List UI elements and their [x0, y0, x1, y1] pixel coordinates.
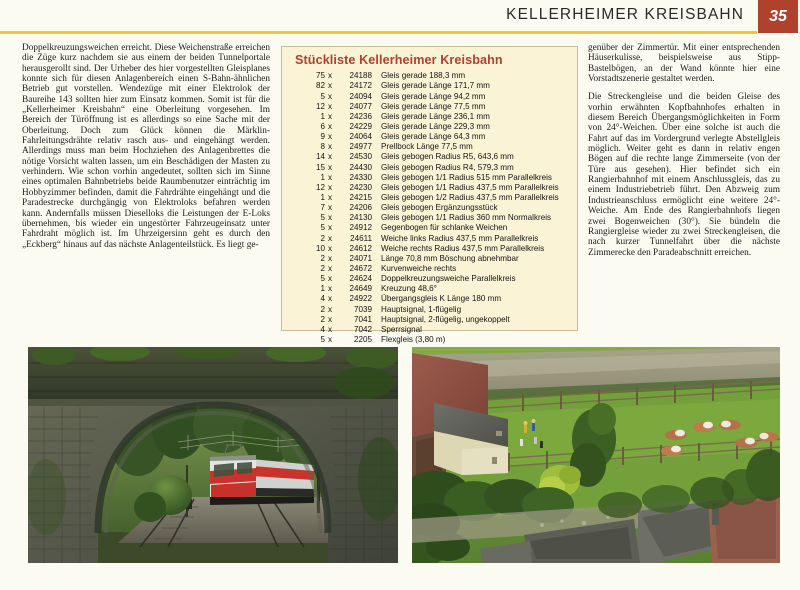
photo-right-artwork [412, 347, 780, 563]
parts-list-cell-x: x [328, 152, 333, 162]
page-number: 35 [769, 8, 787, 25]
parts-list-cell-description: Flexgleis (3,80 m) [381, 335, 446, 344]
parts-list-cell-qty: 7 [320, 203, 325, 213]
parts-list-cell-qty: 2 [320, 304, 325, 314]
parts-list-cell-description: Übergangsgleis K Länge 180 mm [381, 294, 502, 304]
parts-list-cell-x: x [328, 203, 333, 213]
header-divider-rule [0, 31, 757, 34]
parts-list-cell-qty: 9 [320, 132, 325, 142]
parts-list-row [282, 223, 577, 233]
parts-list-cell-x: x [328, 335, 333, 344]
parts-list-cell-qty: 14 [315, 152, 325, 162]
parts-list-cell-article: 24430 [349, 162, 372, 172]
parts-list-cell-article: 24064 [349, 132, 372, 142]
paragraph: genüber der Zimmertür. Mit einer entsprechenden Häuserkulisse, beispielsweise aus Stipp-Bastelbögen, an der Wand könnte hier eine Vorstadtszenerie gestaltet werden. [588, 43, 780, 85]
body-text-left-column [22, 43, 270, 250]
parts-list-cell-qty: 8 [320, 142, 325, 152]
parts-list-row [282, 294, 577, 304]
parts-list-cell-description: Sperrsignal [381, 324, 422, 334]
parts-list-cell-article: 2205 [353, 335, 372, 344]
parts-list-cell-qty: 2 [320, 264, 325, 274]
parts-list-cell-article: 24206 [349, 203, 372, 213]
parts-list-cell-article: 24071 [349, 253, 372, 263]
photo-aerial-farm-meadow-with-cattle [412, 347, 780, 563]
parts-list-cell-description: Gleis gerade Länge 64,3 mm [381, 132, 486, 142]
parts-list-table [282, 71, 577, 345]
parts-list-cell-x: x [328, 101, 333, 111]
parts-list-cell-article: 24977 [349, 142, 372, 152]
parts-list-cell-article: 24094 [349, 91, 372, 101]
parts-list-cell-qty: 75 [315, 71, 325, 81]
photo-tunnel-portal-with-electric-locomotive [28, 347, 398, 563]
parts-list-cell-article: 24230 [349, 182, 372, 192]
parts-list-row [282, 152, 577, 162]
parts-list-row [282, 193, 577, 203]
parts-list-cell-x: x [328, 284, 333, 294]
parts-list-cell-article: 24188 [349, 71, 372, 81]
parts-list-cell-article: 24172 [349, 81, 372, 91]
parts-list-cell-qty: 82 [315, 81, 325, 91]
parts-list-cell-x: x [328, 162, 333, 172]
parts-list-cell-x: x [328, 142, 333, 152]
parts-list-cell-description: Gleis gebogen Radius R5, 643,6 mm [381, 152, 514, 162]
parts-list-cell-description: Hauptsignal, 2-flügelig, ungekoppelt [381, 314, 510, 324]
parts-list-cell-qty: 2 [320, 314, 325, 324]
parts-list-cell-x: x [328, 213, 333, 223]
parts-list-row [282, 91, 577, 101]
parts-list-cell-description: Gleis gerade 188,3 mm [381, 71, 466, 81]
paragraph: Doppelkreuzungsweichen erreicht. Diese Weichenstraße erreichen die Züge kurz nachdem sie aus einem der beiden Tunnelportale herausgerollt sind. Der Urheber des hier vorgestellten Gleisplanes konnte sich für diesen Anlagenbereich einen S-Bahn-ähnlichen Betrieb gut vorstellen. Wendezüge mit einer Elektrolok der Baureihe 143 sollten hier zum Einsatz kommen. Somit ist für die „Kellerheimer Kreisbahn“ eine Oberleitung vorgesehen. Im Bereich der Türöffnung ist es allerdings so eine Sache mit der Oberleitung. Doch zum Glück können die Märklin-Fahrleitungsdrähte relativ rasch aus- und eingehängt werden. Allerdings muss man beim Hochziehen des Anlagenbrettes die nötige Vorsicht walten lassen, um ein Beschädigen der Masten zu verhindern. Wie schon vorhin angedeutet, sollten sich im Sinne eines optimalen Bahnbetriebs beide Raumbenutzer einträchtig im Hobbyzimmer befinden, damit die Fahrdrähte eingehängt und die Paradestrecke durchgängig von Elektroloks befahren werden kann. Andernfalls müssen Dieselloks die Leistungen der E-Loks übernehmen, bis wieder ein ungestörter Fahrzeugeinsatz unter Fahrdraht möglich ist. Im Uhrzeigersinn geht es durch den „Eckberg“ hinaus auf das nächste Anlagenteilstück. Es liegt ge- [22, 43, 270, 250]
parts-list-cell-qty: 2 [320, 253, 325, 263]
parts-list-cell-article: 24912 [349, 223, 372, 233]
body-text-right-column [588, 43, 780, 258]
parts-list-cell-qty: 1 [320, 193, 325, 203]
parts-list-cell-article: 24215 [349, 193, 372, 203]
parts-list-cell-description: Gegenbogen für schlanke Weichen [381, 223, 508, 233]
parts-list-row [282, 183, 577, 193]
parts-list-row [282, 122, 577, 132]
parts-list-cell-x: x [328, 304, 333, 314]
parts-list-cell-x: x [328, 294, 333, 304]
photo-left-artwork [28, 347, 398, 563]
parts-list-cell-qty: 4 [320, 324, 325, 334]
parts-list-cell-description: Prellbock Länge 77,5 mm [381, 142, 473, 152]
parts-list-row [282, 284, 577, 294]
parts-list-cell-x: x [328, 122, 333, 132]
parts-list-cell-x: x [328, 132, 333, 142]
parts-list-row [282, 335, 577, 345]
page-header [0, 0, 800, 34]
parts-list-cell-qty: 10 [315, 243, 325, 253]
parts-list-cell-x: x [328, 172, 333, 182]
parts-list-cell-description: Gleis gerade Länge 236,1 mm [381, 111, 490, 121]
parts-list-cell-x: x [328, 81, 333, 91]
parts-list-cell-description: Weiche rechts Radius 437,5 mm Parallelkreis [381, 243, 545, 253]
parts-list-cell-x: x [328, 233, 333, 243]
parts-list-cell-description: Kreuzung 48,6° [381, 284, 437, 294]
parts-list-row [282, 304, 577, 314]
parts-list-cell-description: Länge 70,8 mm Böschung abnehmbar [381, 253, 519, 263]
parts-list-cell-qty: 5 [320, 91, 325, 101]
parts-list-cell-x: x [328, 253, 333, 263]
parts-list-cell-description: Gleis gerade Länge 77,5 mm [381, 101, 486, 111]
parts-list-row [282, 81, 577, 91]
parts-list-cell-article: 24922 [349, 294, 372, 304]
parts-list-cell-article: 24611 [350, 233, 372, 243]
parts-list-cell-qty: 2 [320, 233, 325, 243]
parts-list-row [282, 101, 577, 111]
parts-list-cell-x: x [328, 193, 333, 203]
parts-list-cell-x: x [328, 243, 333, 253]
parts-list-cell-x: x [328, 314, 333, 324]
parts-list-row [282, 233, 577, 243]
parts-list-cell-qty: 5 [320, 213, 325, 223]
parts-list-row [282, 264, 577, 274]
parts-list-cell-article: 7042 [353, 324, 372, 334]
parts-list-cell-description: Kurvenweiche rechts [381, 264, 457, 274]
parts-list-row [282, 203, 577, 213]
parts-list-row [282, 243, 577, 253]
parts-list-cell-description: Gleis gebogen 1/1 Radius 437,5 mm Parallelkreis [381, 182, 559, 192]
parts-list-cell-article: 24649 [349, 284, 372, 294]
paragraph: Die Streckengleise und die beiden Gleise des vorhin erwähnten Kopfbahnhofes erhalten in diesem Bereich Übergangsmöglichkeiten in Form von 24°-Weichen. Über eine solche ist auch die Fahrt auf das im Vordergrund verlegte Abstellgleis möglich. Weiter geht es dann in relativ engen Bögen auf die rechte lange Zimmerseite (von der Türe aus gesehen). Hier befindet sich ein Rangierbahnhof mit einem Anschlussgleis, das zu einem Industriebetrieb führt. Den Abzweig zum Industrieanschluss ermöglicht eine weitere 24°-Weiche. Am Ende des Rangierbahnhofs liegen zwei Bogenweichen (30°). Sie bündeln die Rangiergleise wieder zu zwei Streckengleisen, die nach kurzer Tunnelfahrt über die nächste Zimmerecke den Paradeabschnitt erreichen. [588, 92, 780, 258]
parts-list-cell-x: x [328, 223, 333, 233]
parts-list-cell-qty: 5 [320, 274, 325, 284]
parts-list-row [282, 71, 577, 81]
parts-list-cell-article: 7041 [353, 314, 372, 324]
parts-list-cell-description: Gleis gerade Länge 171,7 mm [381, 81, 490, 91]
parts-list-cell-qty: 6 [320, 122, 325, 132]
parts-list-title: Stückliste Kellerheimer Kreisbahn [295, 53, 503, 67]
parts-list-row [282, 172, 577, 182]
parts-list-cell-article: 24077 [349, 101, 372, 111]
parts-list-cell-qty: 1 [320, 172, 325, 182]
parts-list-row [282, 213, 577, 223]
parts-list-cell-description: Gleis gebogen Ergänzungsstück [381, 203, 498, 213]
parts-list-cell-qty: 5 [320, 335, 325, 344]
parts-list-row [282, 142, 577, 152]
parts-list-cell-article: 24530 [349, 152, 372, 162]
parts-list-cell-description: Gleis gerade Länge 94,2 mm [381, 91, 486, 101]
parts-list-cell-qty: 12 [315, 182, 325, 192]
parts-list-cell-description: Weiche links Radius 437,5 mm Parallelkreis [381, 233, 539, 243]
parts-list-row [282, 112, 577, 122]
parts-list-cell-x: x [328, 324, 333, 334]
parts-list-cell-x: x [328, 71, 333, 81]
parts-list-row [282, 132, 577, 142]
parts-list-cell-x: x [328, 264, 333, 274]
parts-list-cell-x: x [328, 274, 333, 284]
parts-list-cell-description: Gleis gebogen 1/1 Radius 360 mm Normalkreis [381, 213, 552, 223]
parts-list-cell-article: 24236 [349, 111, 372, 121]
parts-list-cell-description: Doppelkreuzungsweiche Parallelkreis [381, 274, 516, 284]
parts-list-row [282, 325, 577, 335]
parts-list-cell-description: Gleis gebogen 1/1 Radius 515 mm Parallelkreis [381, 172, 552, 182]
parts-list-cell-article: 24672 [349, 264, 372, 274]
parts-list-cell-description: Gleis gebogen Radius R4, 579,3 mm [381, 162, 514, 172]
parts-list-cell-article: 24330 [349, 172, 372, 182]
parts-list-cell-article: 24130 [349, 213, 372, 223]
parts-list-cell-description: Gleis gerade Länge 229,3 mm [381, 122, 490, 132]
parts-list-cell-x: x [328, 182, 333, 192]
parts-list-cell-qty: 5 [320, 223, 325, 233]
parts-list-cell-article: 7039 [353, 304, 372, 314]
parts-list-cell-article: 24612 [349, 243, 372, 253]
parts-list-cell-description: Gleis gebogen 1/2 Radius 437,5 mm Parallelkreis [381, 193, 559, 203]
parts-list-row [282, 254, 577, 264]
page-number-badge [758, 0, 798, 33]
parts-list-cell-x: x [328, 91, 333, 101]
page-title: KELLERHEIMER KREISBAHN [506, 6, 744, 23]
parts-list-row [282, 162, 577, 172]
parts-list-cell-article: 24624 [349, 274, 372, 284]
parts-list-box [281, 46, 578, 344]
parts-list-cell-qty: 1 [320, 284, 325, 294]
parts-list-cell-article: 24229 [349, 122, 372, 132]
parts-list-cell-qty: 1 [320, 111, 325, 121]
parts-list-cell-x: x [328, 111, 333, 121]
parts-list-cell-description: Hauptsignal, 1-flügelig [381, 304, 462, 314]
parts-list-row [282, 274, 577, 284]
parts-list-row [282, 314, 577, 324]
parts-list-cell-qty: 12 [315, 101, 325, 111]
parts-list-cell-qty: 15 [315, 162, 325, 172]
parts-list-cell-qty: 4 [320, 294, 325, 304]
